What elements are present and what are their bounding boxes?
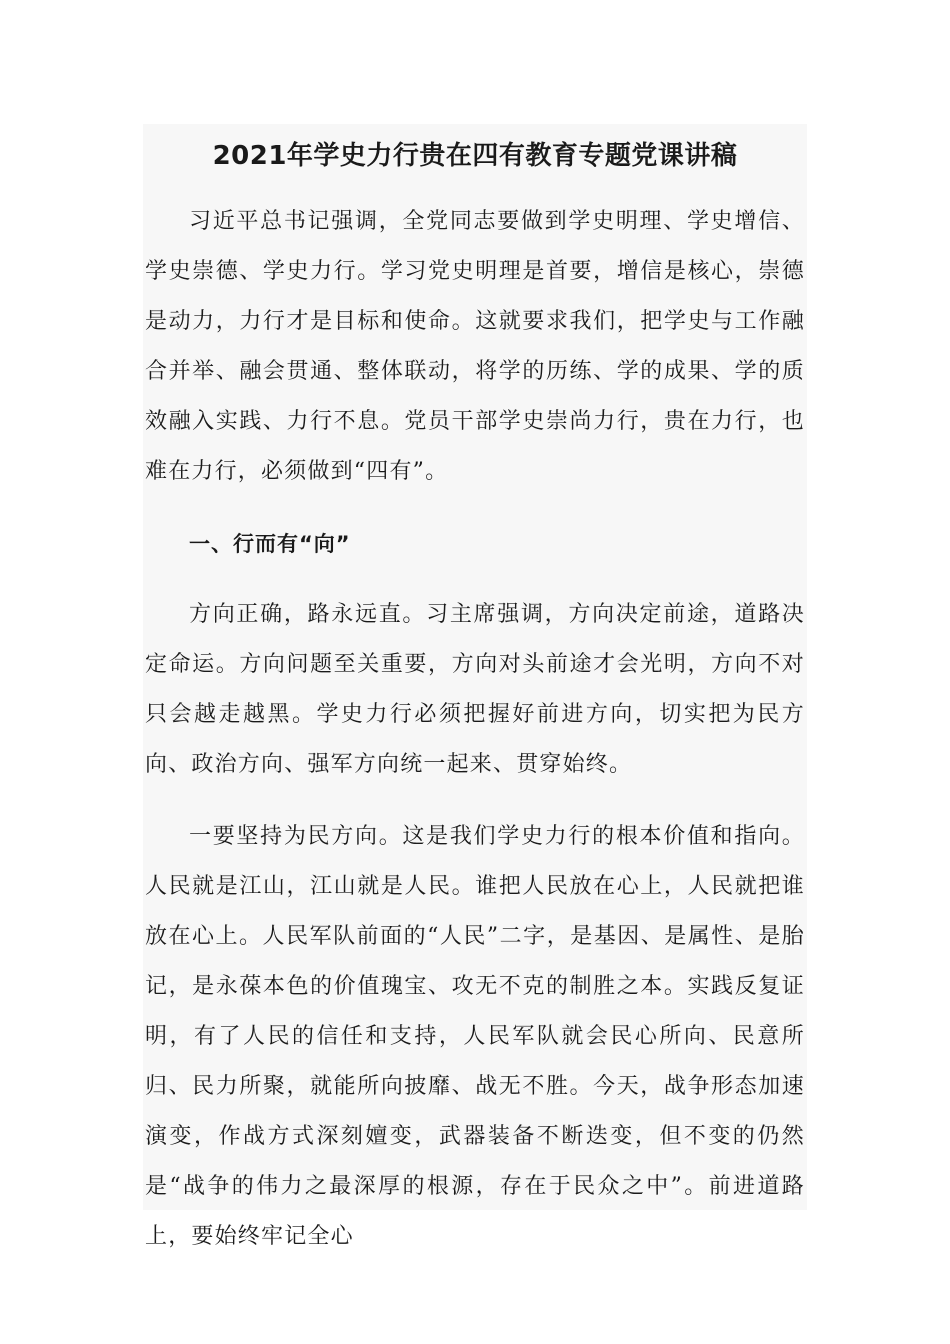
intro-paragraph: 习近平总书记强调，全党同志要做到学史明理、学史增信、学史崇德、学史力行。学习党史明理是首要，增信是核心，崇德是动力，力行才是目标和使命。这就要求我们，把学史与工作融合并举、融会贯通、整体联动，将学的历练、学的成果、学的质效融入实践、力行不息。党员干部学史崇尚力行，贵在力行，也难在力行，必须做到“四有”。 <box>145 209 805 484</box>
document-title: 2021年学史力行贵在四有教育专题党课讲稿 <box>212 141 738 171</box>
section1-paragraph-1: 方向正确，路永远直。习主席强调，方向决定前途，道路决定命运。方向问题至关重要，方向对头前途才会光明，方向不对只会越走越黑。学史力行必须把握好前进方向，切实把为民方向、政治方向、强军方向统一起来、贯穿始终。 <box>145 602 805 777</box>
section1-paragraph-2: 一要坚持为民方向。这是我们学史力行的根本价值和指向。人民就是江山，江山就是人民。谁把人民放在心上，人民就把谁放在心上。人民军队前面的“人民”二字，是基因、是属性、是胎记，是永葆本色的价值瑰宝、攻无不克的制胜之本。实践反复证明，有了人民的信任和支持，人民军队就会民心所向、民意所归、民力所聚，就能所向披靡、战无不胜。今天，战争形态加速演变，作战方式深刻嬗变，武器装备不断迭变，但不变的仍然是“战争的伟力之最深厚的根源，存在于民众之中”。前进道路上，要始终牢记全心 <box>145 824 805 1249</box>
document-page <box>143 124 807 1249</box>
section-heading-1: 一、行而有“向” <box>189 532 351 556</box>
